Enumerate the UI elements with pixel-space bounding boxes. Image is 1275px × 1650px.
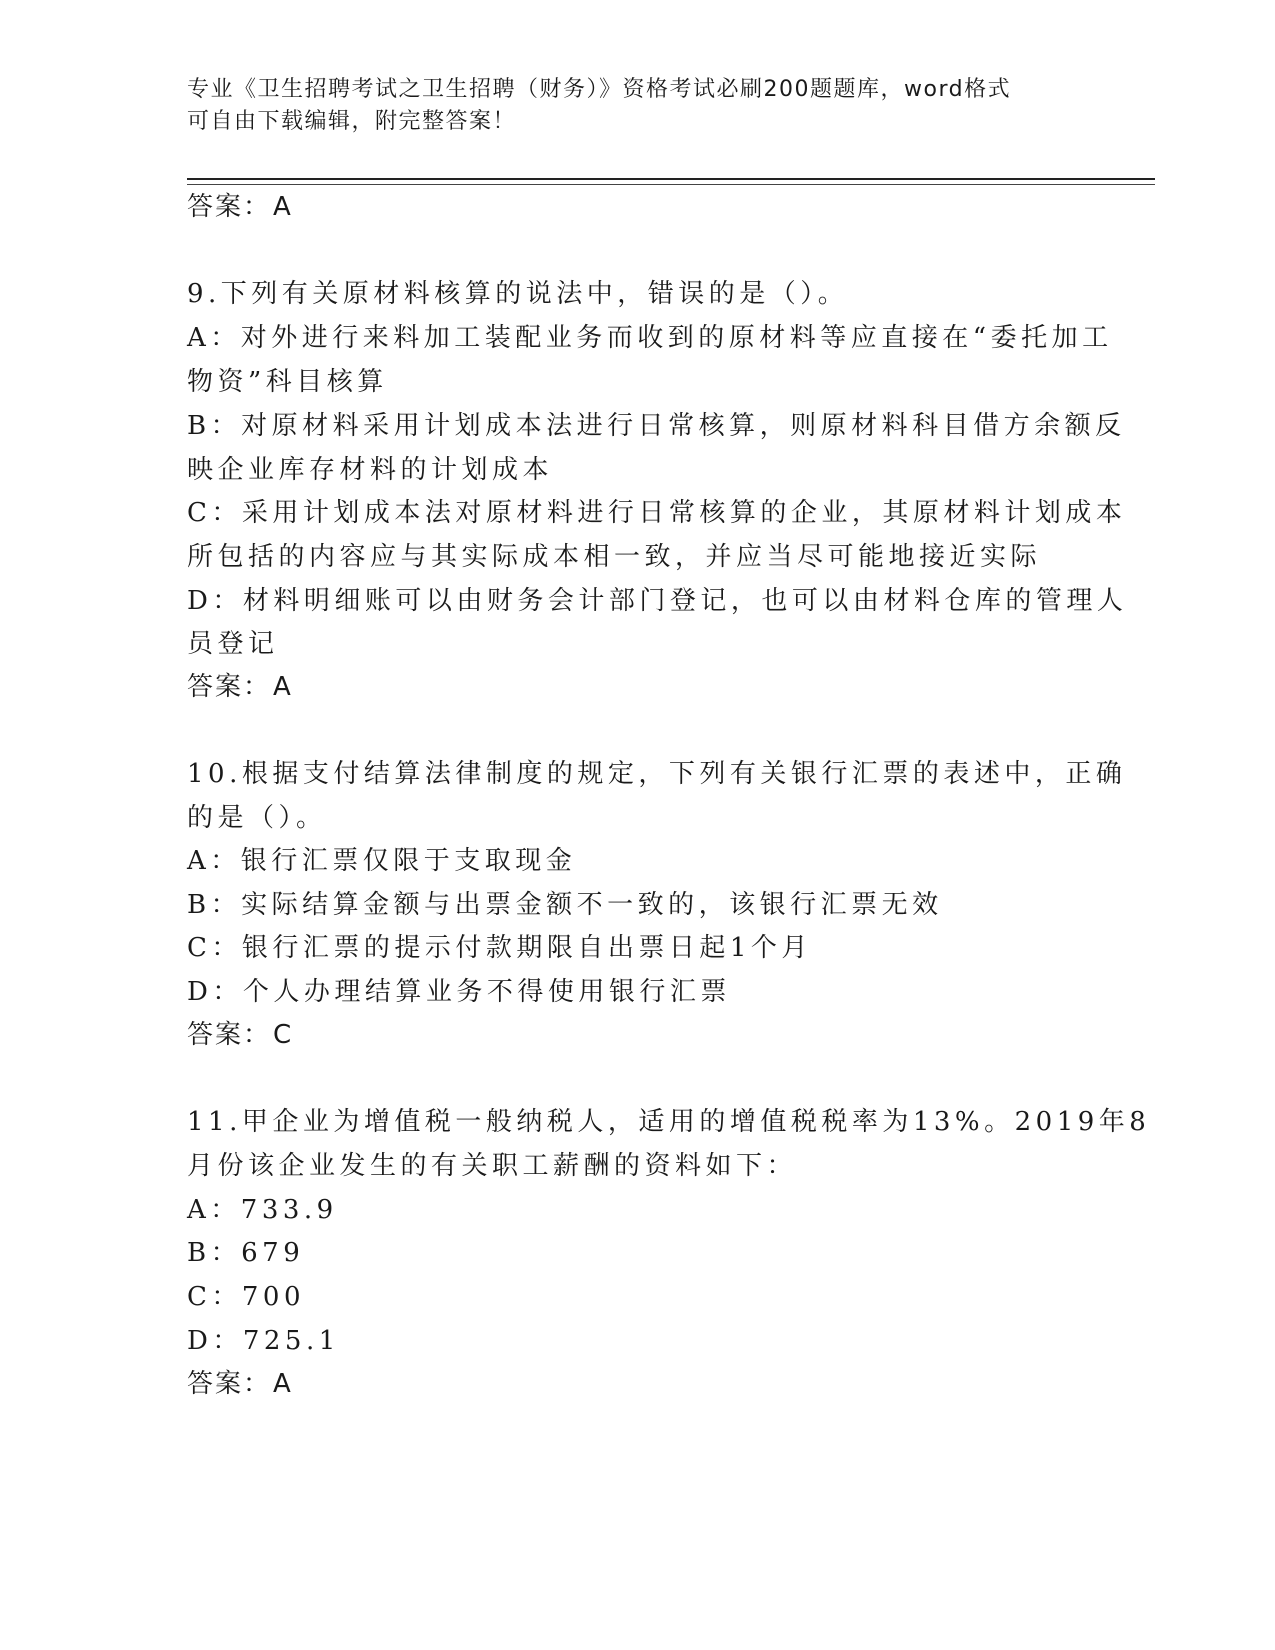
q10-answer [187, 1014, 293, 1051]
header-line-2: 可自由下载编辑，附完整答案！ [187, 109, 517, 134]
q9-option-d-line2: 员登记 [187, 629, 279, 659]
answer-label: 答案： [187, 1020, 272, 1050]
q9-option-a-line2: 物资”科目核算 [187, 367, 388, 397]
q10-stem-line1: 10.根据支付结算法律制度的规定，下列有关银行汇票的表述中，正确 [187, 759, 1127, 789]
q9-option-b-line2: 映企业库存材料的计划成本 [187, 455, 554, 485]
answer-value: A [273, 192, 293, 222]
q10-stem-line2: 的是（）。 [187, 803, 327, 833]
header-rule-thick [187, 178, 1155, 180]
header-line-1: 专业《卫生招聘考试之卫生招聘（财务）》资格考试必刷200题题库，word格式 [187, 77, 1012, 102]
header-rule-thin [187, 184, 1155, 185]
answer-value: A [273, 672, 293, 702]
q10-option-b: B：实际结算金额与出票金额不一致的，该银行汇票无效 [187, 890, 943, 920]
q11-option-c: C：700 [187, 1282, 306, 1312]
q9-answer [187, 666, 293, 703]
q11-option-b: B：679 [187, 1238, 305, 1268]
q11-answer [187, 1363, 293, 1400]
q9-stem: 9.下列有关原材料核算的说法中，错误的是（）。 [187, 279, 849, 309]
answer-label: 答案： [187, 672, 272, 702]
q9-option-c-line2: 所包括的内容应与其实际成本相一致，并应当尽可能地接近实际 [187, 542, 1042, 572]
previous-answer [187, 186, 293, 223]
q9-option-b-line1: B：对原材料采用计划成本法进行日常核算，则原材料科目借方余额反 [187, 411, 1126, 441]
q11-stem-line1: 11.甲企业为增值税一般纳税人，适用的增值税税率为13%。2019年8 [187, 1107, 1151, 1137]
q10-option-d: D：个人办理结算业务不得使用银行汇票 [187, 977, 731, 1007]
answer-value: A [273, 1369, 293, 1399]
q9-option-a-line1: A：对外进行来料加工装配业务而收到的原材料等应直接在“委托加工 [187, 323, 1113, 353]
answer-label: 答案： [187, 192, 272, 222]
q11-stem-line2: 月份该企业发生的有关职工薪酬的资料如下： [187, 1151, 798, 1181]
q9-option-c-line1: C：采用计划成本法对原材料进行日常核算的企业，其原材料计划成本 [187, 498, 1127, 528]
q10-option-a: A：银行汇票仅限于支取现金 [187, 846, 577, 876]
q11-option-a: A：733.9 [187, 1195, 338, 1225]
answer-value: C [273, 1020, 294, 1050]
q9-option-d-line1: D：材料明细账可以由财务会计部门登记，也可以由材料仓库的管理人 [187, 586, 1128, 616]
q11-option-d: D：725.1 [187, 1326, 340, 1356]
document-header [187, 74, 1087, 138]
answer-label: 答案： [187, 1369, 272, 1399]
q10-option-c: C：银行汇票的提示付款期限自出票日起1个月 [187, 933, 812, 963]
